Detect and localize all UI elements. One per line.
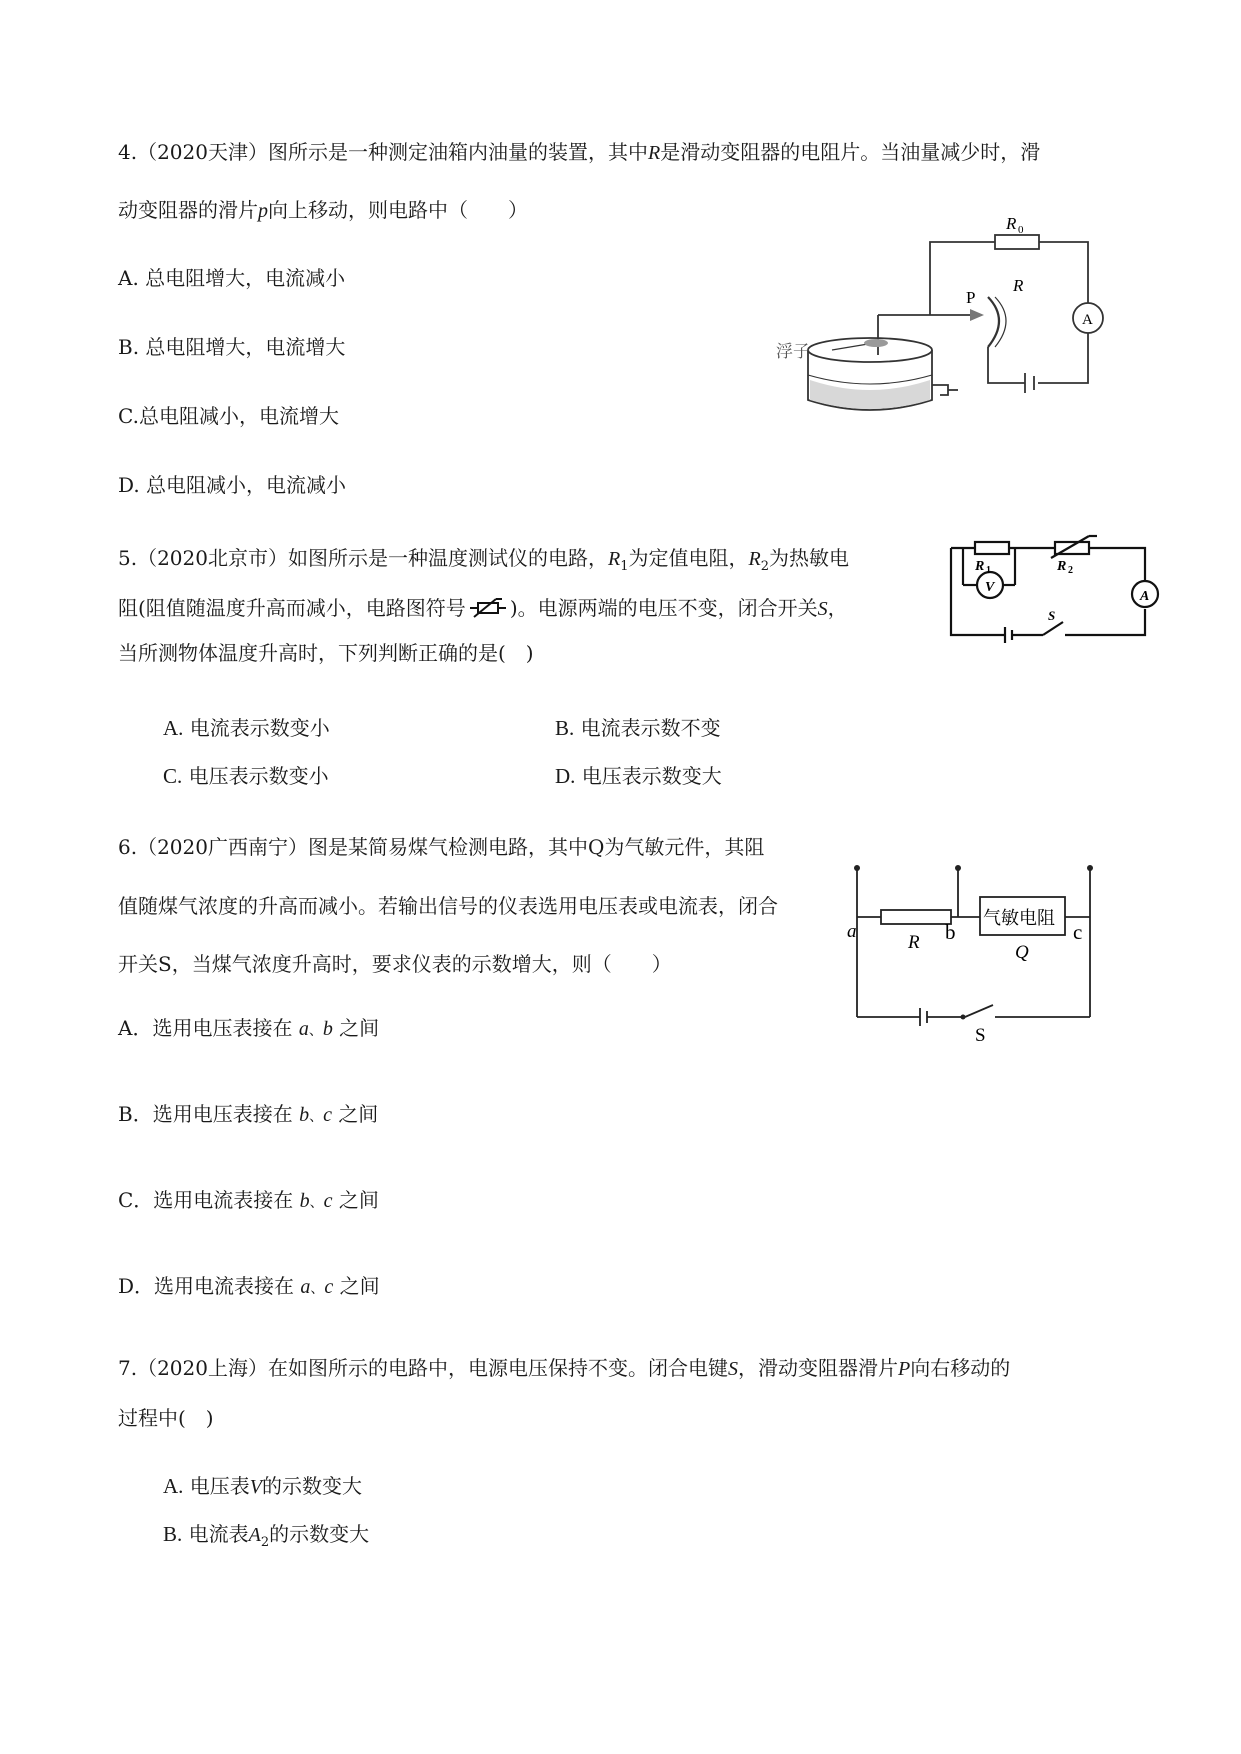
q5-stem-line-1: 5.（2020北京市）如图所示是一种温度测试仪的电路，$R_1$为定值电阻，$R_2$为热敏电 — [118, 546, 849, 574]
q4-option-a[interactable]: A. 总电阻增大，电流减小 — [118, 266, 346, 290]
q7-stem-line-2: 过程中( ) — [118, 1406, 214, 1430]
q6-fig-point-a: a — [847, 921, 857, 942]
q6-fig-point-c: c — [1073, 920, 1083, 944]
q5-option-c[interactable]: C. 电压表示数变小 — [163, 764, 329, 788]
q6-gas-detector-diagram — [845, 865, 1115, 1045]
q5-fig-r2: R — [1057, 559, 1067, 574]
q4-stem-line-2: 动变阻器的滑片p向上移动，则电路中（ ） — [118, 198, 528, 222]
q6-fig-sensor-label: 气敏电阻 — [983, 908, 1055, 928]
q6-stem-line-3: 开关S，当煤气浓度升高时，要求仪表的示数增大，则（ ） — [118, 952, 672, 976]
q7-option-a[interactable]: A. 电压表V的示数变大 — [163, 1474, 362, 1498]
q6-fig-point-b: b — [945, 920, 956, 944]
q5-option-a[interactable]: A. 电流表示数变小 — [163, 716, 330, 740]
q5-fig-ammeter: A — [1140, 589, 1150, 604]
q4-option-d[interactable]: D. 总电阻减小，电流减小 — [118, 473, 347, 497]
q5-fig-r2-sub: 2 — [1068, 565, 1073, 576]
q5-fig-r1-sub: 1 — [986, 565, 991, 576]
q6-stem-line-2: 值随煤气浓度的升高而减小。若输出信号的仪表选用电压表或电流表，闭合 — [118, 894, 778, 918]
q6-option-b[interactable]: B．选用电压表接在 b、c 之间 — [118, 1102, 379, 1126]
q4-fig-r0: R — [1006, 214, 1017, 233]
q4-fig-float: 浮子 — [776, 342, 810, 361]
q6-stem-line-1: 6.（2020广西南宁）图是某简易煤气检测电路，其中Q为气敏元件，其阻 — [118, 835, 765, 859]
q4-oil-gauge-diagram — [770, 215, 1190, 415]
q6-fig-switch: S — [975, 1025, 986, 1046]
q5-stem-line-2: 阻(阻值随温度升高而减小，电路图符号 )。电源两端的电压不变，闭合开关S， — [118, 596, 848, 620]
q5-thermometer-circuit-diagram — [945, 538, 1155, 648]
q4-stem-line-1: 4.（2020天津）图所示是一种测定油箱内油量的装置，其中R是滑动变阻器的电阻片。当油量减少时，滑 — [118, 140, 1041, 164]
q5-option-b[interactable]: B. 电流表示数不变 — [555, 716, 721, 740]
q4-fig-r: R — [1013, 276, 1024, 295]
q7-stem-line-1: 7.（2020上海）在如图所示的电路中，电源电压保持不变。闭合电键S，滑动变阻器滑片P向右移动的 — [118, 1356, 1011, 1380]
q4-option-c[interactable]: C.总电阻减小，电流增大 — [118, 404, 339, 428]
q5-fig-voltmeter: V — [985, 580, 995, 595]
q4-fig-r0-sub: 0 — [1018, 224, 1024, 236]
q6-option-d[interactable]: D．选用电流表接在 a、c 之间 — [118, 1274, 380, 1298]
q6-fig-q: Q — [1015, 942, 1029, 963]
q5-option-d[interactable]: D. 电压表示数变大 — [555, 764, 722, 788]
q4-fig-p: P — [966, 288, 976, 307]
q6-option-c[interactable]: C．选用电流表接在 b、c 之间 — [118, 1188, 379, 1212]
q6-option-a[interactable]: A．选用电压表接在 a、b 之间 — [118, 1016, 380, 1040]
q7-option-b[interactable]: B. 电流表$A_2$的示数变大 — [163, 1522, 370, 1550]
q5-stem-line-3: 当所测物体温度升高时，下列判断正确的是( ) — [118, 641, 534, 665]
q5-fig-switch: S — [1048, 608, 1056, 623]
q4-option-b[interactable]: B. 总电阻增大，电流增大 — [118, 335, 346, 359]
q6-fig-r: R — [908, 932, 920, 953]
q4-fig-ammeter: A — [1082, 312, 1093, 328]
q5-fig-r1: R — [975, 559, 985, 574]
thermistor-symbol-icon — [470, 597, 506, 619]
